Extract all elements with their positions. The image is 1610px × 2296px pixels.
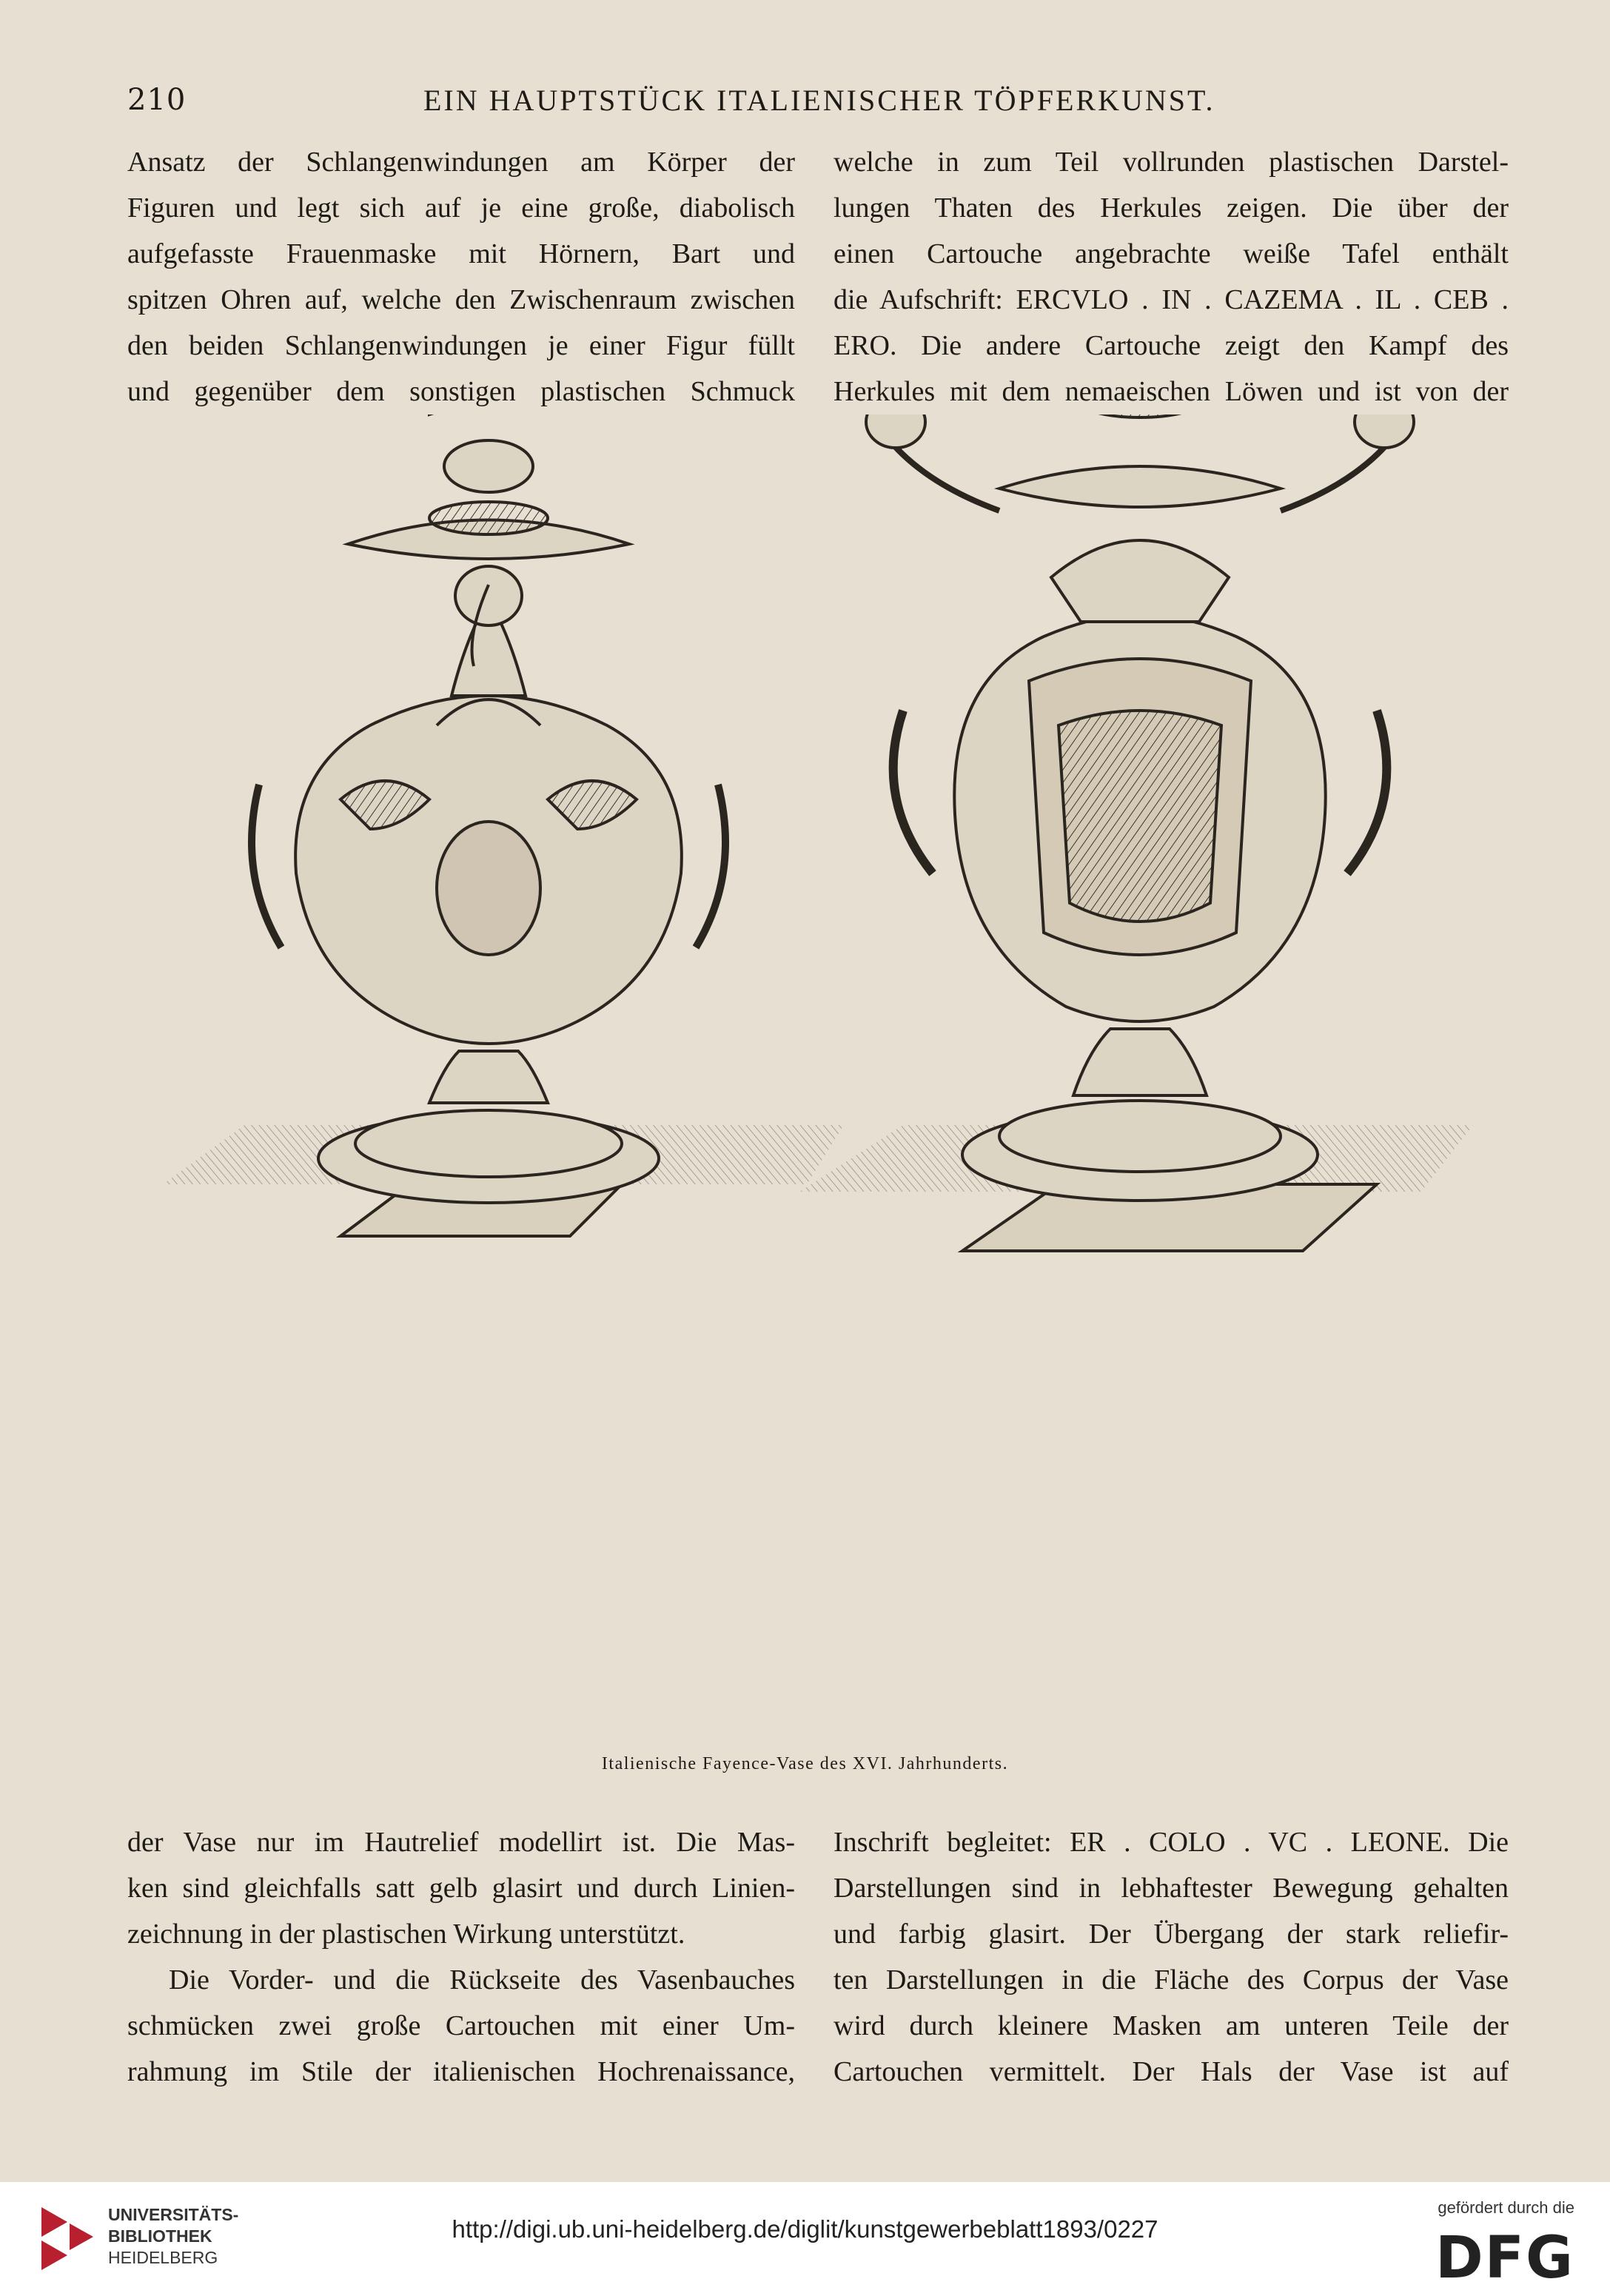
engraving-image — [118, 414, 1510, 1762]
permalink-url[interactable]: http://digi.ub.uni-heidelberg.de/diglit/kunstgewerbeblatt1893/0227 — [452, 2215, 1158, 2243]
right-vase — [799, 414, 1473, 1251]
text-line: lungen Thaten des Herkules zeigen. Die über der — [833, 192, 1509, 224]
library-name-line: BIBLIOTHEK — [108, 2226, 212, 2246]
text-column-left-top — [127, 139, 795, 414]
left-vase — [163, 414, 844, 1236]
text-line: Herkules mit dem nemaeischen Löwen und ist von der — [833, 376, 1509, 407]
text-line: schmücken zwei große Cartouchen mit einer Um- — [127, 2010, 795, 2041]
text-line: ten Darstellungen in die Fläche des Corpus der Vase — [833, 1964, 1509, 1995]
text-line: ERO. Die andere Cartouche zeigt den Kampf des — [833, 330, 1509, 361]
page-header — [127, 83, 1504, 127]
text-column-left-bottom — [127, 1819, 795, 2095]
text-line: Inschrift begleitet: ER . COLO . VC . LEONE. Die — [833, 1827, 1509, 1858]
text-line: zeichnung in der plastischen Wirkung unterstützt. — [127, 1919, 685, 1950]
text-line: Figuren und legt sich auf je eine große, diabolisch — [127, 192, 795, 224]
text-column-right-top — [833, 139, 1509, 414]
text-line: einen Cartouche angebrachte weiße Tafel enthält — [833, 238, 1509, 269]
page-number: 210 — [127, 83, 187, 117]
text-line: die Aufschrift: ERCVLO . IN . CAZEMA . IL . CEB . — [833, 284, 1509, 315]
funding-label: gefördert durch die — [1438, 2198, 1574, 2217]
text-line: den beiden Schlangenwindungen je einer Figur füllt — [127, 330, 795, 361]
text-line: und farbig glasirt. Der Übergang der stark reliefir- — [833, 1919, 1509, 1950]
text-line: wird durch kleinere Masken am unteren Teile der — [833, 2010, 1509, 2041]
text-line: der Vase nur im Hautrelief modellirt ist. Die Mas- — [127, 1827, 795, 1858]
text-line: Ansatz der Schlangenwindungen am Körper der — [127, 147, 795, 178]
library-name-line: HEIDELBERG — [108, 2248, 218, 2267]
figure-caption: Italienische Fayence-Vase des XVI. Jahrhunderts. — [601, 1754, 1009, 1773]
text-line: Die Vorder- und die Rückseite des Vasenbauches — [169, 1964, 795, 1995]
running-title: EIN HAUPTSTÜCK ITALIENISCHER TÖPFERKUNST. — [423, 84, 1215, 117]
library-name-line: UNIVERSITÄTS- — [108, 2205, 239, 2224]
text-line: Darstellungen sind in lebhaftester Bewegung gehalten — [833, 1873, 1509, 1904]
text-line: spitzen Ohren auf, welche den Zwischenraum zwischen — [127, 284, 795, 315]
text-column-right-bottom — [833, 1819, 1509, 2095]
text-line: welche in zum Teil vollrunden plastischen Darstel- — [833, 147, 1509, 178]
text-line: Cartouchen vermittelt. Der Hals der Vase ist auf — [833, 2056, 1509, 2087]
dfg-logo: DFG — [1435, 2225, 1574, 2292]
digitization-footer — [0, 2182, 1610, 2296]
vase-illustration — [118, 414, 1510, 1762]
text-line: und gegenüber dem sonstigen plastischen Schmuck — [127, 376, 795, 407]
text-line: rahmung im Stile der italienischen Hochrenaissance, — [127, 2056, 795, 2087]
text-line: aufgefasste Frauenmaske mit Hörnern, Bart und — [127, 238, 795, 269]
text-line: ken sind gleichfalls satt gelb glasirt und durch Linien- — [127, 1873, 795, 1904]
